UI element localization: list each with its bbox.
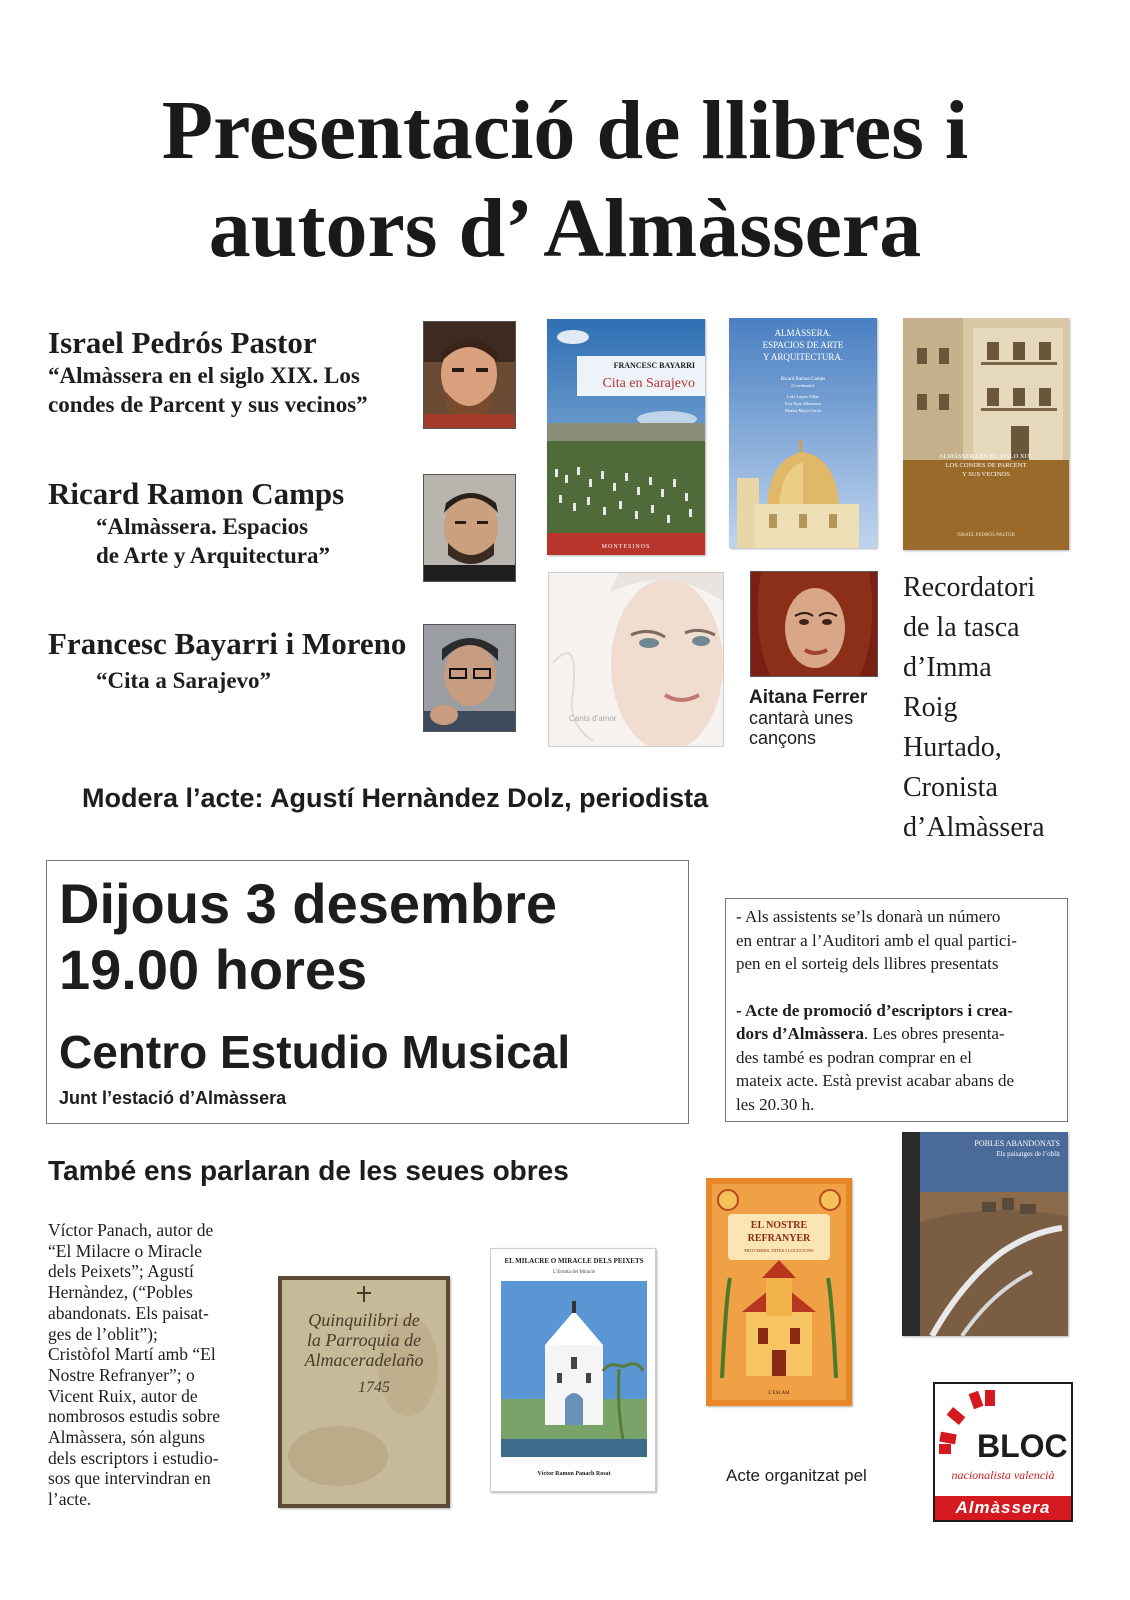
cover-coauthor: Lola López Villar — [787, 394, 819, 399]
book-title: “Almàssera en el siglo XIX. Los — [48, 363, 360, 388]
cover-title-line: EL NOSTRE — [750, 1220, 808, 1231]
singer-line: cançons — [749, 728, 817, 748]
moderator-line: Modera l’acte: Agustí Hernàndez Dolz, periodista — [82, 783, 709, 813]
author-block-ramon — [48, 476, 344, 570]
note-line: en entrar a l’Auditori amb el qual partici- — [736, 930, 1017, 950]
cover-title: POBLES ABANDONATS — [974, 1139, 1060, 1148]
cd-text: Cants d’amor — [569, 714, 617, 723]
book-title: de Arte y Arquitectura” — [96, 543, 331, 568]
cover-author: ISRAEL PEDRÓS PASTOR — [957, 533, 1015, 538]
body-line: “El Milacre o Miracle — [48, 1240, 203, 1261]
book-title: condes de Parcent y sus vecinos” — [48, 392, 368, 417]
also-heading: També ens parlaran de les seues obres — [48, 1155, 569, 1186]
author-photo-ramon — [423, 474, 516, 582]
manuscript-line: la Parroquia de — [306, 1330, 422, 1350]
cover-title: EL MILACRE O MIRACLE DELS PEIXETS — [504, 1257, 644, 1265]
cover-cita-sarajevo — [547, 319, 705, 555]
event-venue: Centro Estudio Musical — [59, 1026, 571, 1078]
manuscript-year: 1745 — [358, 1379, 390, 1396]
body-line: Vicent Ruix, autor de — [48, 1385, 198, 1406]
cover-siglo-xix — [903, 318, 1069, 550]
body-line: abandonats. Els paisat- — [48, 1302, 209, 1323]
body-line: dels escriptors i estudio- — [48, 1447, 219, 1468]
note-line-mixed — [736, 1022, 1057, 1046]
tribute-line: de la tasca — [903, 612, 1020, 643]
body-line: Cristòfol Martí amb “El — [48, 1344, 216, 1365]
logo-place: Almàssera — [955, 1498, 1051, 1517]
manuscript-line: Quinquilibri de — [308, 1310, 420, 1330]
cover-editor-role: (Coordinador) — [791, 383, 815, 388]
cover-title-line: Y ARQUITECTURA. — [762, 352, 844, 362]
page-title — [0, 82, 1130, 278]
cover-coauthor: Eva Ruiz Albentosa — [785, 401, 821, 406]
book-title: “Cita a Sarajevo” — [96, 668, 272, 693]
note-line: - Als assistents se’ls donarà un número — [736, 907, 1001, 926]
author-block-bayarri — [48, 626, 406, 695]
singer-caption — [749, 687, 867, 748]
tribute-line: Hurtado, — [903, 732, 1002, 763]
event-location: Junt l’estació d’Almàssera — [59, 1088, 287, 1108]
cover-refranyer — [706, 1178, 852, 1406]
note-line: mateix acte. Està previst acabar abans de — [736, 1071, 1015, 1090]
body-line: Almàssera, són alguns — [48, 1427, 205, 1448]
cover-title-line: LOS CONDES DE PARCENT — [945, 462, 1027, 469]
bloc-logo — [933, 1382, 1073, 1522]
author-name: Israel Pedrós Pastor — [48, 325, 317, 360]
body-line: Nostre Refranyer”; o — [48, 1364, 195, 1385]
cover-subtitle: PROVERBIS, DITES I LOCUCIONS — [744, 1248, 814, 1253]
cover-subtitle: Els paisatges de l’oblit — [996, 1150, 1060, 1158]
tribute-text — [903, 568, 1045, 848]
tribute-line: d’Almàssera — [903, 812, 1045, 843]
singer-line: cantarà unes — [749, 708, 854, 728]
cover-title: Cita en Sarajevo — [602, 376, 695, 391]
singer-name: Aitana Ferrer — [749, 687, 868, 708]
body-line: Víctor Panach, autor de — [48, 1220, 214, 1240]
cover-author: Víctor Ramon Panach Rosat — [537, 1471, 611, 1477]
body-line: l’acte. — [48, 1489, 92, 1510]
event-time: 19.00 hores — [59, 938, 368, 1001]
body-line: sos que intervindran en — [48, 1468, 211, 1489]
body-line: Hernàndez, (“Pobles — [48, 1282, 193, 1303]
also-body — [48, 1220, 243, 1510]
note-line: les 20.30 h. — [736, 1094, 815, 1114]
tribute-line: Recordatori — [903, 572, 1036, 603]
cover-title-line: REFRANYER — [747, 1233, 811, 1244]
logo-subtitle: nacionalista valencià — [951, 1468, 1055, 1482]
author-name: Francesc Bayarri i Moreno — [48, 626, 407, 661]
tribute-line: Roig — [903, 692, 958, 723]
tribute-line: d’Imma — [903, 652, 992, 683]
cover-espacios-arte — [729, 318, 877, 548]
cover-title-line: ALMÀSSERA. — [774, 328, 832, 338]
cover-author: FRANCESC BAYARRI — [613, 361, 695, 370]
cover-editor: Ricard Ramon Camps — [780, 377, 826, 382]
cover-publisher: L’ESLAM — [768, 1391, 790, 1396]
tribute-line: Cronista — [903, 772, 998, 803]
book-title: “Almàssera. Espacios — [96, 514, 309, 539]
body-line: nombrosos estudis sobre — [48, 1406, 221, 1427]
event-date: Dijous 3 desembre — [59, 872, 557, 935]
note-line-bold: - Acte de promoció d’escriptors i crea- — [736, 1000, 1013, 1020]
event-box — [46, 860, 689, 1124]
organizer-label: Acte organitzat pel — [726, 1466, 867, 1485]
cover-publisher: MONTESINOS — [601, 544, 651, 550]
cover-subtitle: L’Ermita del Miracle — [552, 1270, 596, 1275]
body-line: dels Peixets”; Agustí — [48, 1261, 194, 1282]
singer-photo — [750, 571, 878, 677]
cover-coauthor: Marisa Mayo Cerón — [784, 408, 822, 413]
cover-pobles — [902, 1132, 1068, 1336]
note-bold-span: dors d’Almàssera — [736, 1024, 864, 1043]
note-span: . Les obres presenta- — [863, 1024, 1005, 1043]
cover-milacre — [490, 1248, 656, 1492]
author-name: Ricard Ramon Camps — [48, 476, 345, 511]
note-line: des també es podran comprar en el — [736, 1047, 973, 1067]
cover-quinquilibri — [278, 1276, 450, 1508]
note-line: pen en el sorteig dels llibres presentats — [736, 954, 999, 973]
title-line-1: Presentació de llibres i — [161, 84, 969, 177]
cover-cd-cants — [548, 572, 724, 747]
author-photo-bayarri — [423, 624, 516, 732]
author-block-pedros — [48, 325, 368, 419]
cover-title-line: ESPACIOS DE ARTE — [762, 340, 844, 350]
notes-box — [725, 898, 1068, 1122]
author-photo-pedros — [423, 321, 516, 429]
title-line-2: autors d’ Almàssera — [208, 182, 922, 275]
manuscript-line: Almaceradelaño — [304, 1350, 424, 1370]
cover-title-line: Y SUS VECINOS — [962, 471, 1010, 478]
cover-title-line: ALMÀSSERA EN EL SIGLO XIX. — [938, 453, 1034, 460]
logo-wordmark: BLOC — [977, 1428, 1068, 1464]
body-line: ges de l’oblit”); — [48, 1323, 158, 1344]
